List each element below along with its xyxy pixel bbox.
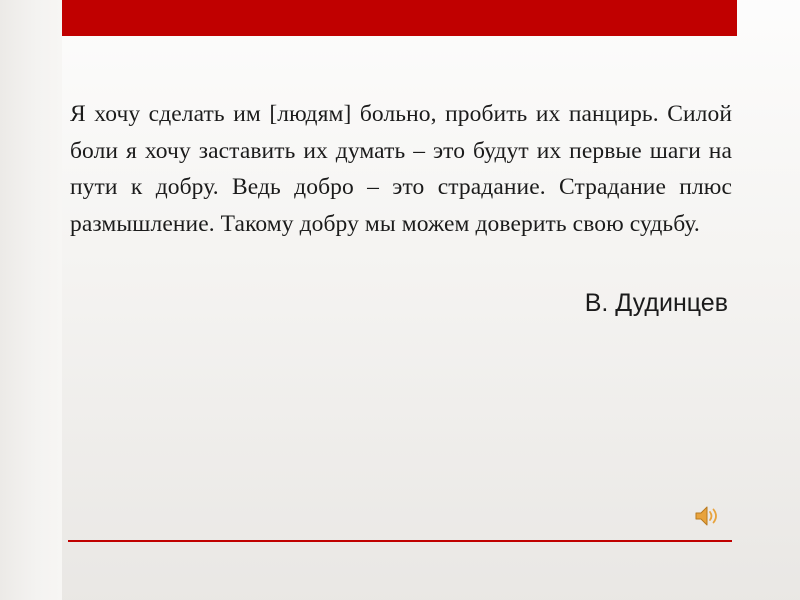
quote-text: Я хочу сделать им [людям] больно, пробить их панцирь. Силой боли я хочу заставить их думать – это будут их первые шаги на пути к добру. Ведь добро – это страдание. Страдание плюс размышление. Такому добру мы можем доверить свою судьбу.	[70, 101, 732, 237]
top-accent-bar	[62, 0, 737, 36]
bottom-accent-rule	[68, 540, 732, 542]
sound-speaker-icon[interactable]	[694, 504, 722, 528]
slide-content	[70, 96, 732, 318]
quote-attribution: В. Дудинцев	[584, 288, 728, 317]
